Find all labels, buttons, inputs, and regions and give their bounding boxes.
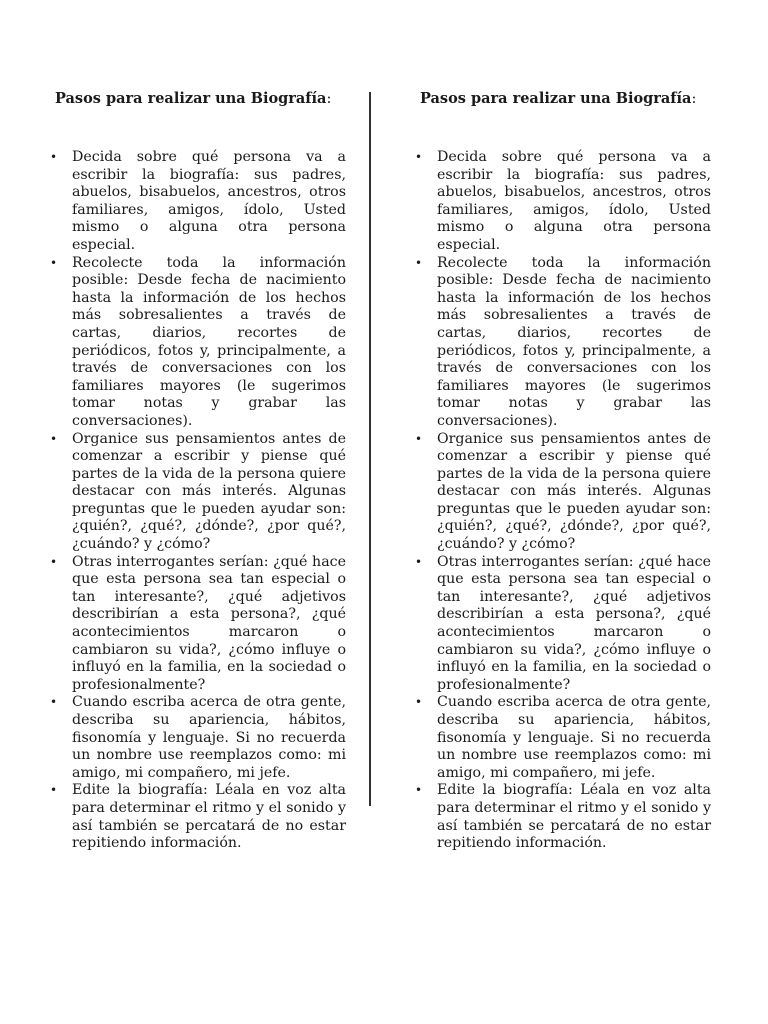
bullet-icon: • [50,431,58,446]
left-title-colon: : [326,91,332,107]
list-item [411,149,711,255]
right-column-title [420,90,711,107]
step-text: Recolecte toda la información posible: Desde fecha de nacimiento hasta la información de los hechos más sobresalientes a través de cartas, diarios, recortes de periódicos, fotos y, principalmente, a través de conversaciones con los familiares mayores (le sugerimos tomar notas y grabar las conversaciones). [437,254,711,429]
step-text: Cuando escriba acerca de otra gente, describa su apariencia, hábitos, fisonomía y lenguaje. Si no recuerda un nombre use reemplazos como: mi amigo, mi compañero, mi jefe. [437,694,711,781]
left-column-title [55,90,346,107]
list-item [46,255,346,431]
right-steps-list [411,149,711,853]
step-text: Cuando escriba acerca de otra gente, describa su apariencia, hábitos, fisonomía y lenguaje. Si no recuerda un nombre use reemplazos como: mi amigo, mi compañero, mi jefe. [72,694,346,781]
left-title-text: Pasos para realizar una Biografía [55,90,327,107]
bullet-icon: • [50,255,58,270]
bullet-icon: • [415,150,423,164]
bullet-icon: • [50,150,58,164]
list-item [411,694,711,782]
list-item [46,554,346,695]
right-column [411,90,711,853]
bullet-icon: • [415,255,423,270]
step-text: Recolecte toda la información posible: Desde fecha de nacimiento hasta la información de los hechos más sobresalientes a través de cartas, diarios, recortes de periódicos, fotos y, principalmente, a través de conversaciones con los familiares mayores (le sugerimos tomar notas y grabar las conversaciones). [72,254,346,429]
list-item [46,149,346,255]
step-text: Organice sus pensamientos antes de comenzar a escribir y piense qué partes de la vida de la persona quiere destacar con más interés. Algunas preguntas que le pueden ayudar son: ¿quién?, ¿qué?, ¿dónde?, ¿por qué?, ¿cuándo? y ¿cómo? [72,430,346,553]
list-item [411,554,711,695]
step-text: Decida sobre qué persona va a escribir la biografía: sus padres, abuelos, bisabuelos, ancestros, otros familiares, amigos, ídolo, Usted mismo o alguna otra persona especial. [72,149,346,253]
list-item [411,782,711,852]
list-item [411,255,711,431]
column-divider [369,92,371,806]
right-title-colon: : [691,91,697,107]
step-text: Otras interrogantes serían: ¿qué hace que esta persona sea tan especial o tan interesante?, ¿qué adjetivos describirían a esta persona?, ¿qué acontecimientos marcaron o cambiaron su vida?, ¿cómo influye o influyó en la familia, en la sociedad o profesionalmente? [437,553,711,693]
left-steps-list [46,149,346,853]
bullet-icon: • [415,695,423,710]
step-text: Organice sus pensamientos antes de comenzar a escribir y piense qué partes de la vida de la persona quiere destacar con más interés. Algunas preguntas que le pueden ayudar son: ¿quién?, ¿qué?, ¿dónde?, ¿por qué?, ¿cuándo? y ¿cómo? [437,430,711,553]
bullet-icon: • [415,431,423,446]
list-item [411,431,711,554]
step-text: Edite la biografía: Léala en voz alta para determinar el ritmo y el sonido y así también se percatará de no estar repitiendo información. [437,782,711,852]
bullet-icon: • [415,783,423,798]
step-text: Otras interrogantes serían: ¿qué hace que esta persona sea tan especial o tan interesante?, ¿qué adjetivos describirían a esta persona?, ¿qué acontecimientos marcaron o cambiaron su vida?, ¿cómo influye o influyó en la familia, en la sociedad o profesionalmente? [72,553,346,693]
list-item [46,694,346,782]
bullet-icon: • [50,695,58,710]
step-text: Edite la biografía: Léala en voz alta para determinar el ritmo y el sonido y así también se percatará de no estar repitiendo información. [72,782,346,852]
list-item [46,782,346,852]
left-column [46,90,346,853]
bullet-icon: • [50,554,58,569]
step-text: Decida sobre qué persona va a escribir la biografía: sus padres, abuelos, bisabuelos, ancestros, otros familiares, amigos, ídolo, Usted mismo o alguna otra persona especial. [437,149,711,253]
list-item [46,431,346,554]
bullet-icon: • [50,783,58,798]
right-title-text: Pasos para realizar una Biografía [420,90,692,107]
bullet-icon: • [415,554,423,569]
